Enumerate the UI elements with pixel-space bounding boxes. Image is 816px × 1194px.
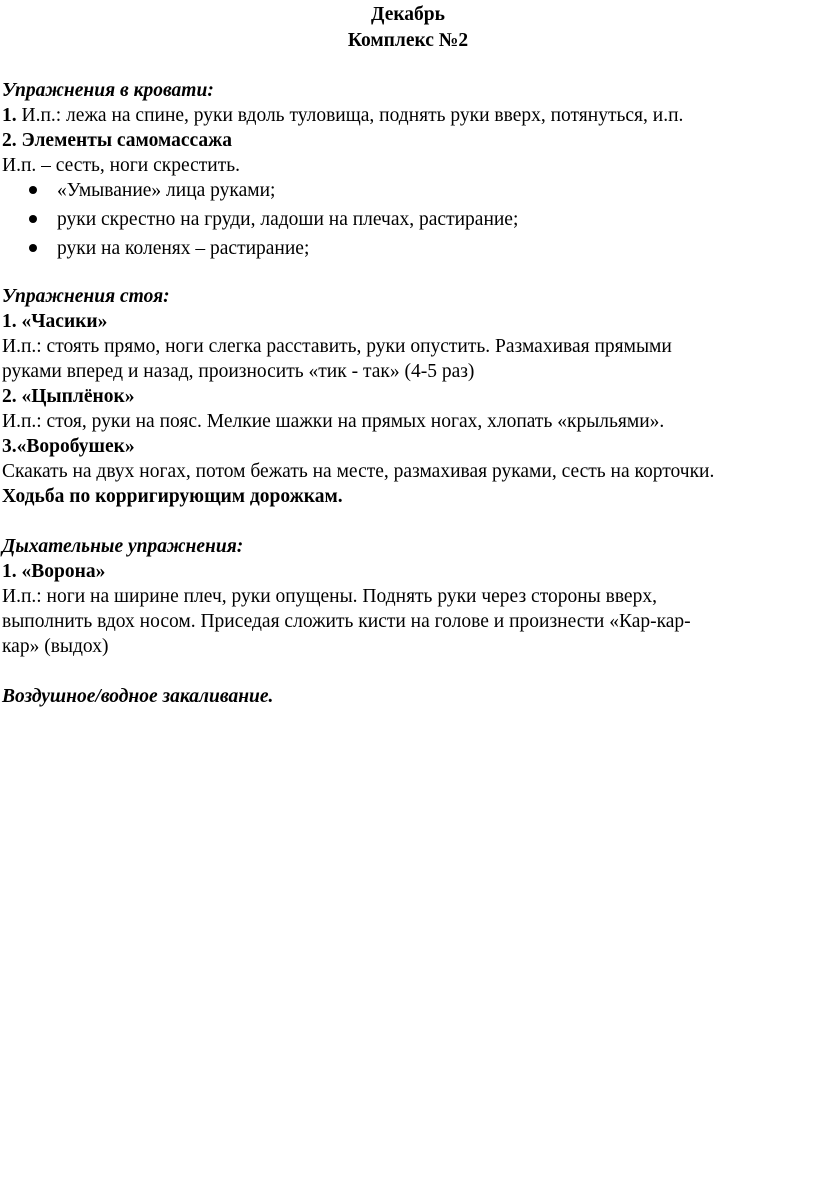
month-title: Декабрь bbox=[371, 4, 445, 25]
breathing-exercise-1-line-3: кар» (выдох) bbox=[2, 636, 109, 657]
bullet-icon bbox=[29, 244, 37, 252]
standing-exercise-1-line-1: И.п.: стоять прямо, ноги слегка расставить, руки опустить. Размахивая прямыми bbox=[2, 336, 672, 357]
list-item-text: «Умывание» лица руками; bbox=[57, 180, 276, 201]
breathing-exercises-heading: Дыхательные упражнения: bbox=[2, 536, 244, 557]
breathing-exercise-1-line-1: И.п.: ноги на ширине плеч, руки опущены. Поднять руки через стороны вверх, bbox=[2, 586, 657, 607]
bed-exercise-2-start: И.п. – сесть, ноги скрестить. bbox=[2, 155, 241, 176]
breathing-exercise-1-line-2: выполнить вдох носом. Приседая сложить кисти на голове и произнести «Кар-кар- bbox=[2, 611, 691, 632]
walking-exercise: Ходьба по корригирующим дорожкам. bbox=[2, 486, 343, 507]
standing-exercise-3-line-1: Скакать на двух ногах, потом бежать на месте, размахивая руками, сесть на корточки. bbox=[2, 461, 715, 482]
standing-exercises-heading: Упражнения стоя: bbox=[2, 286, 170, 307]
list-item-text: руки на коленях – растирание; bbox=[57, 238, 310, 259]
bed-exercise-2-title: 2. Элементы самомассажа bbox=[2, 130, 233, 151]
breathing-exercise-1-title: 1. «Ворона» bbox=[2, 561, 106, 582]
standing-exercise-2-line-1: И.п.: стоя, руки на пояс. Мелкие шажки на прямых ногах, хлопать «крыльями». bbox=[2, 411, 665, 432]
bed-exercise-1-number: 1. bbox=[2, 105, 17, 126]
bullet-icon bbox=[29, 215, 37, 223]
hardening-heading: Воздушное/водное закаливание. bbox=[2, 686, 274, 707]
complex-title: Комплекс №2 bbox=[347, 30, 469, 51]
bullet-icon bbox=[29, 186, 37, 194]
bed-exercises-heading: Упражнения в кровати: bbox=[2, 80, 214, 101]
bed-exercise-1 bbox=[2, 103, 683, 128]
standing-exercise-1-title: 1. «Часики» bbox=[2, 311, 108, 332]
standing-exercise-2-title: 2. «Цыплёнок» bbox=[2, 386, 135, 407]
standing-exercise-3-title: 3.«Воробушек» bbox=[2, 436, 135, 457]
list-item-text: руки скрестно на груди, ладоши на плечах, растирание; bbox=[57, 209, 519, 230]
bed-exercise-1-text: И.п.: лежа на спине, руки вдоль туловища, поднять руки вверх, потянуться, и.п. bbox=[16, 105, 684, 126]
standing-exercise-1-line-2: руками вперед и назад, произносить «тик - так» (4-5 раз) bbox=[2, 361, 475, 382]
